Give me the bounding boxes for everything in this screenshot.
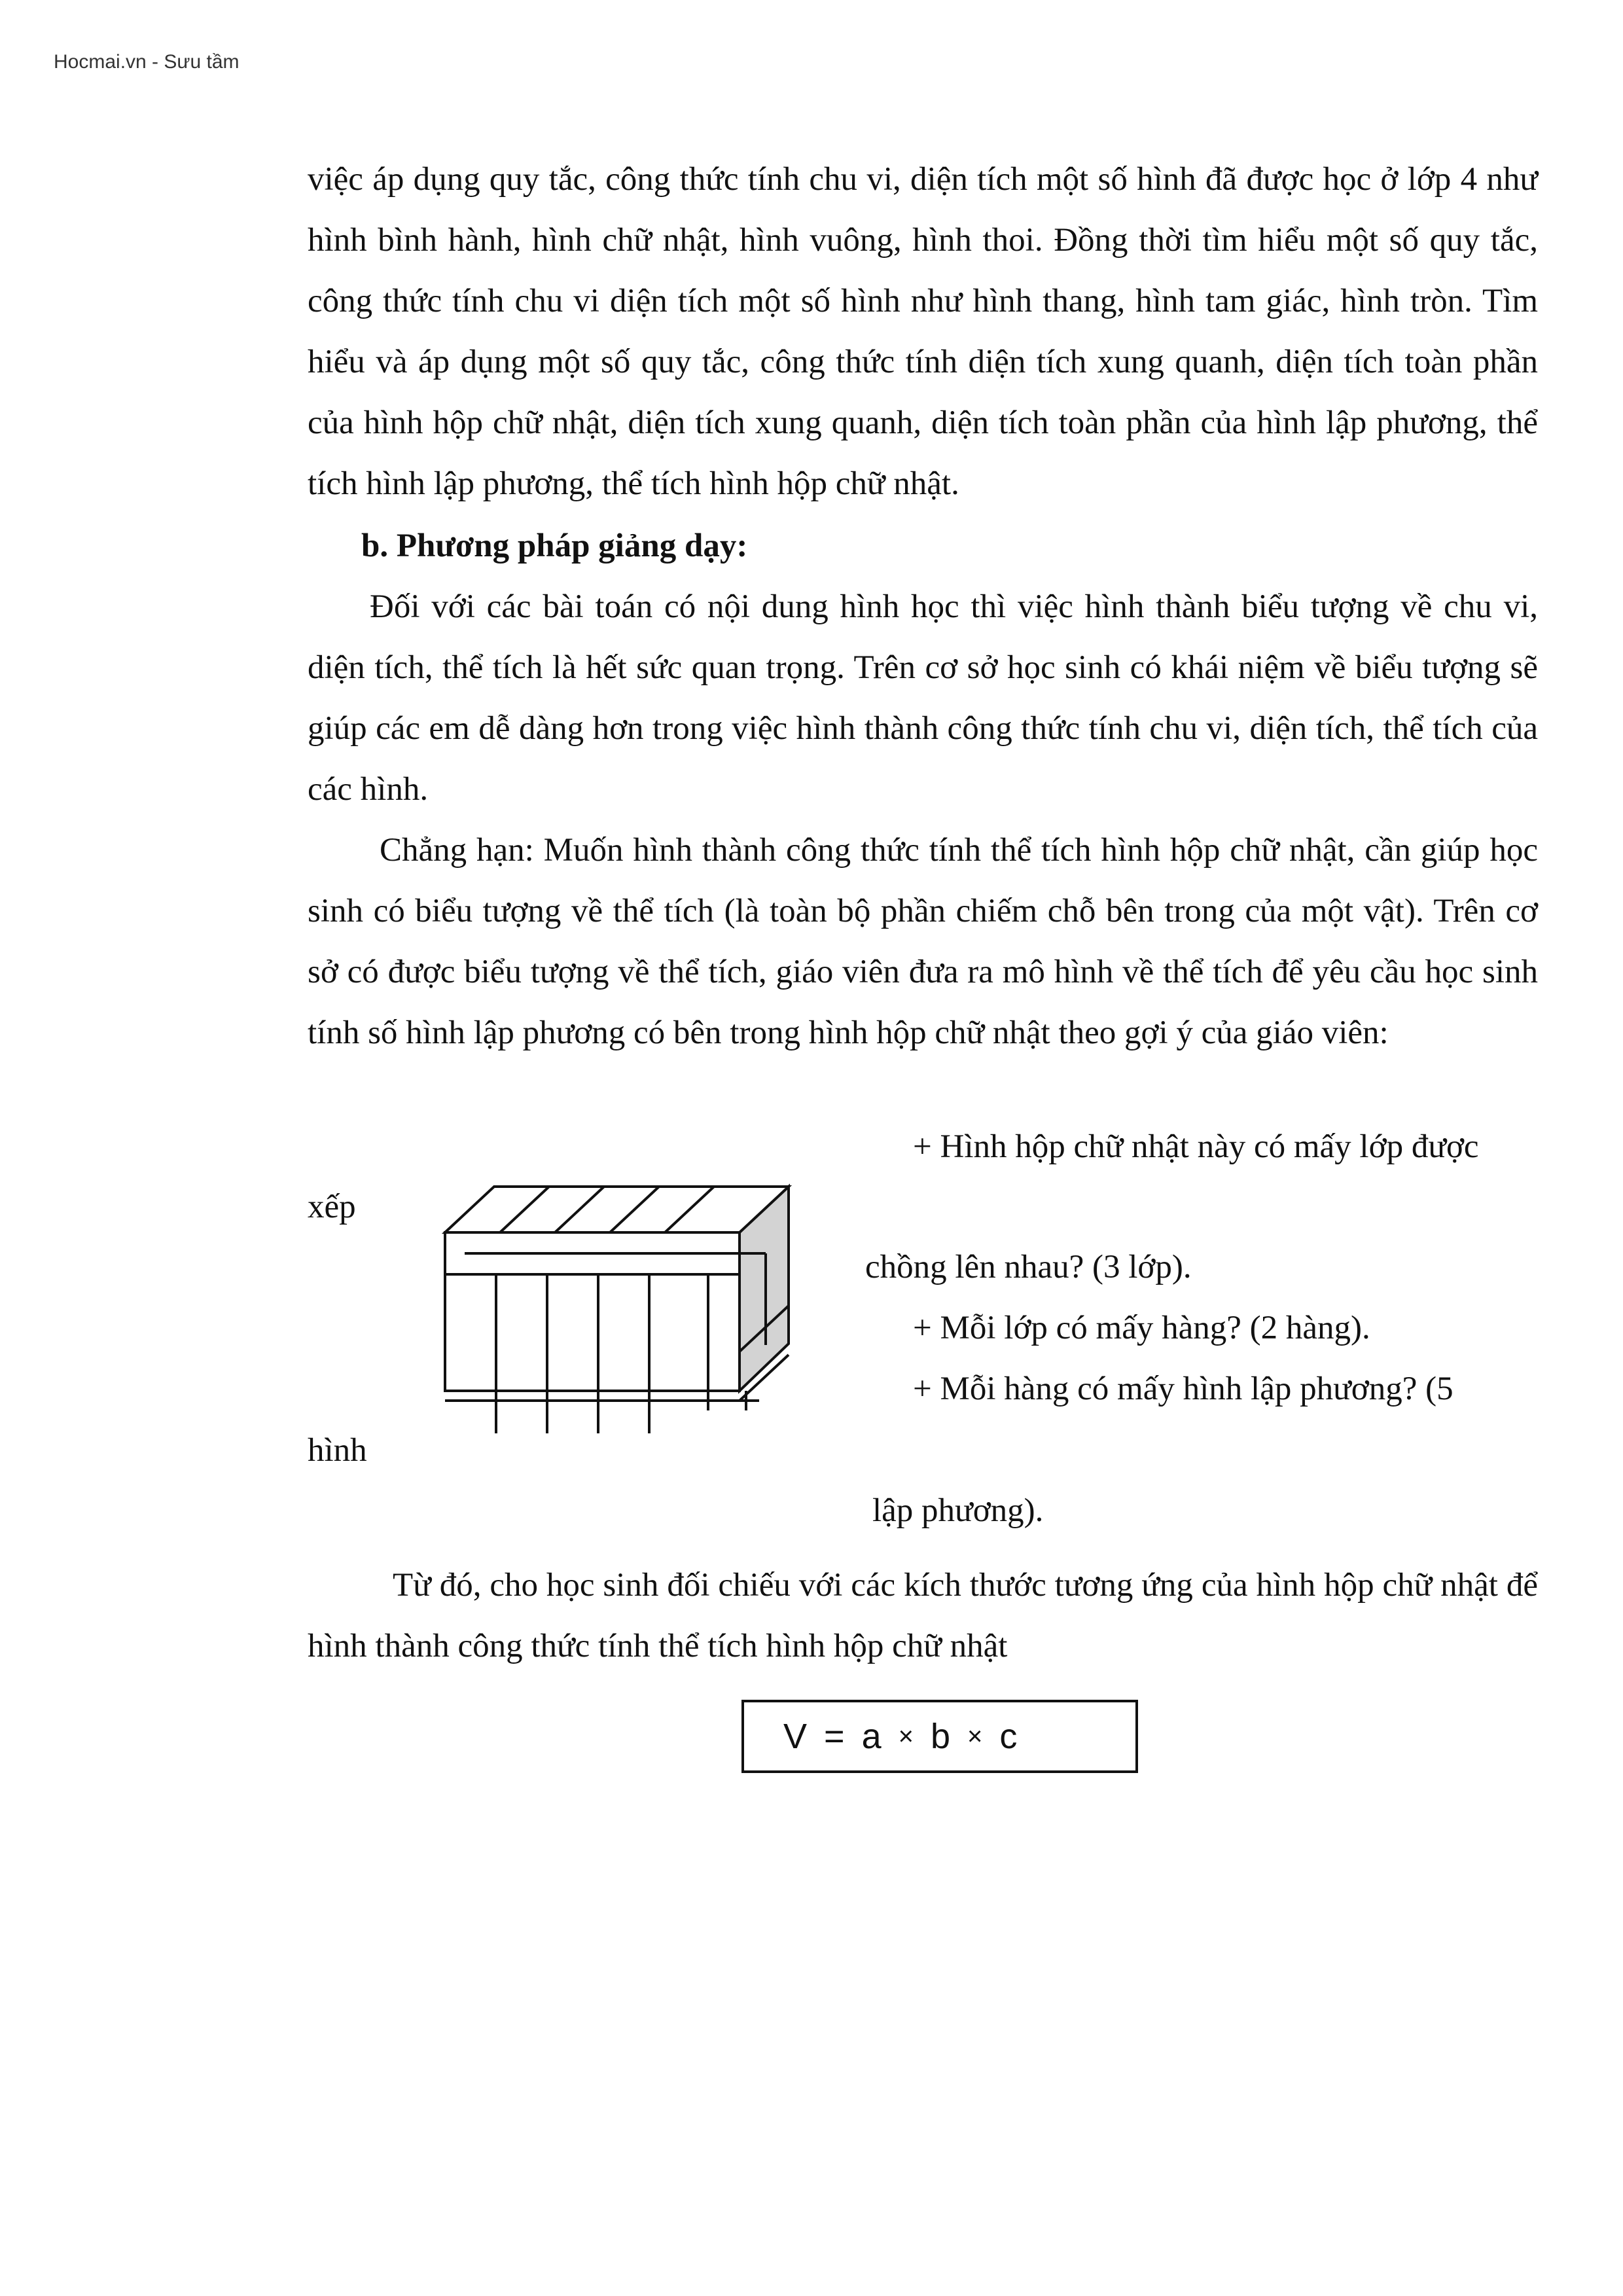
question-cubes-line1: + Mỗi hàng có mấy hình lập phương? (5 xyxy=(913,1371,1454,1407)
box-front-face xyxy=(445,1232,740,1391)
question-cubes-line2: lập phương). xyxy=(872,1492,1044,1529)
question-layers-wrap: xếp xyxy=(308,1189,356,1225)
formula-equals: = xyxy=(824,1717,845,1756)
formula-a: a xyxy=(861,1717,882,1756)
conclusion-paragraph: Từ đó, cho học sinh đối chiếu với các kích thước tương ứng của hình hộp chữ nhật để hình thành công thức tính thể tích hình hộp chữ nhật xyxy=(308,1567,1538,1664)
method-paragraph: Đối với các bài toán có nội dung hình học thì việc hình thành biểu tượng về chu vi, diện tích, thể tích là hết sức quan trọng. Trên cơ sở học sinh có khái niệm về biểu tượng sẽ giúp các em dễ dàng hơn trong việc hình thành công thức tính chu vi, diện tích, thể tích của các hình. xyxy=(308,588,1538,808)
question-layers-line1: + Hình hộp chữ nhật này có mấy lớp được xyxy=(913,1128,1479,1165)
intro-paragraph: việc áp dụng quy tắc, công thức tính chu vi, diện tích một số hình đã được học ở lớp 4 như hình bình hành, hình chữ nhật, hình vuông, hình thoi. Đồng thời tìm hiểu một số quy tắc, công thức tính chu vi diện tích một số hình như hình thang, hình tam giác, hình tròn. Tìm hiểu và áp dụng một số quy tắc, công thức tính diện tích xung quanh, diện tích toàn phần của hình hộp chữ nhật, diện tích xung quanh, diện tích toàn phần của hình lập phương, thể tích hình lập phương, thể tích hình hộp chữ nhật. xyxy=(308,161,1538,502)
volume-formula-box xyxy=(741,1700,1138,1773)
question-layers-line2: chồng lên nhau? (3 lớp). xyxy=(865,1249,1192,1285)
question-cubes-wrap: hình xyxy=(308,1432,367,1469)
rectangular-box-figure xyxy=(438,1175,805,1456)
formula-b: b xyxy=(930,1717,951,1756)
formula-c: c xyxy=(999,1717,1018,1756)
question-rows: + Mỗi lớp có mấy hàng? (2 hàng). xyxy=(913,1310,1370,1346)
example-paragraph: Chẳng hạn: Muốn hình thành công thức tính thể tích hình hộp chữ nhật, cần giúp học sinh có biểu tượng về thể tích (là toàn bộ phần chiếm chỗ bên trong của một vật). Trên cơ sở có được biểu tượng về thể tích, giáo viên đưa ra mô hình về thể tích để yêu cầu học sinh tính số hình lập phương có bên trong hình hộp chữ nhật theo gợi ý của giáo viên: xyxy=(308,832,1538,1051)
formula-times-1: × xyxy=(898,1721,914,1751)
formula-times-2: × xyxy=(967,1721,983,1751)
formula-v: V xyxy=(783,1717,808,1756)
section-heading: b. Phương pháp giảng dạy: xyxy=(361,528,748,564)
page-header-source: Hocmai.vn - Sưu tầm xyxy=(54,51,240,73)
